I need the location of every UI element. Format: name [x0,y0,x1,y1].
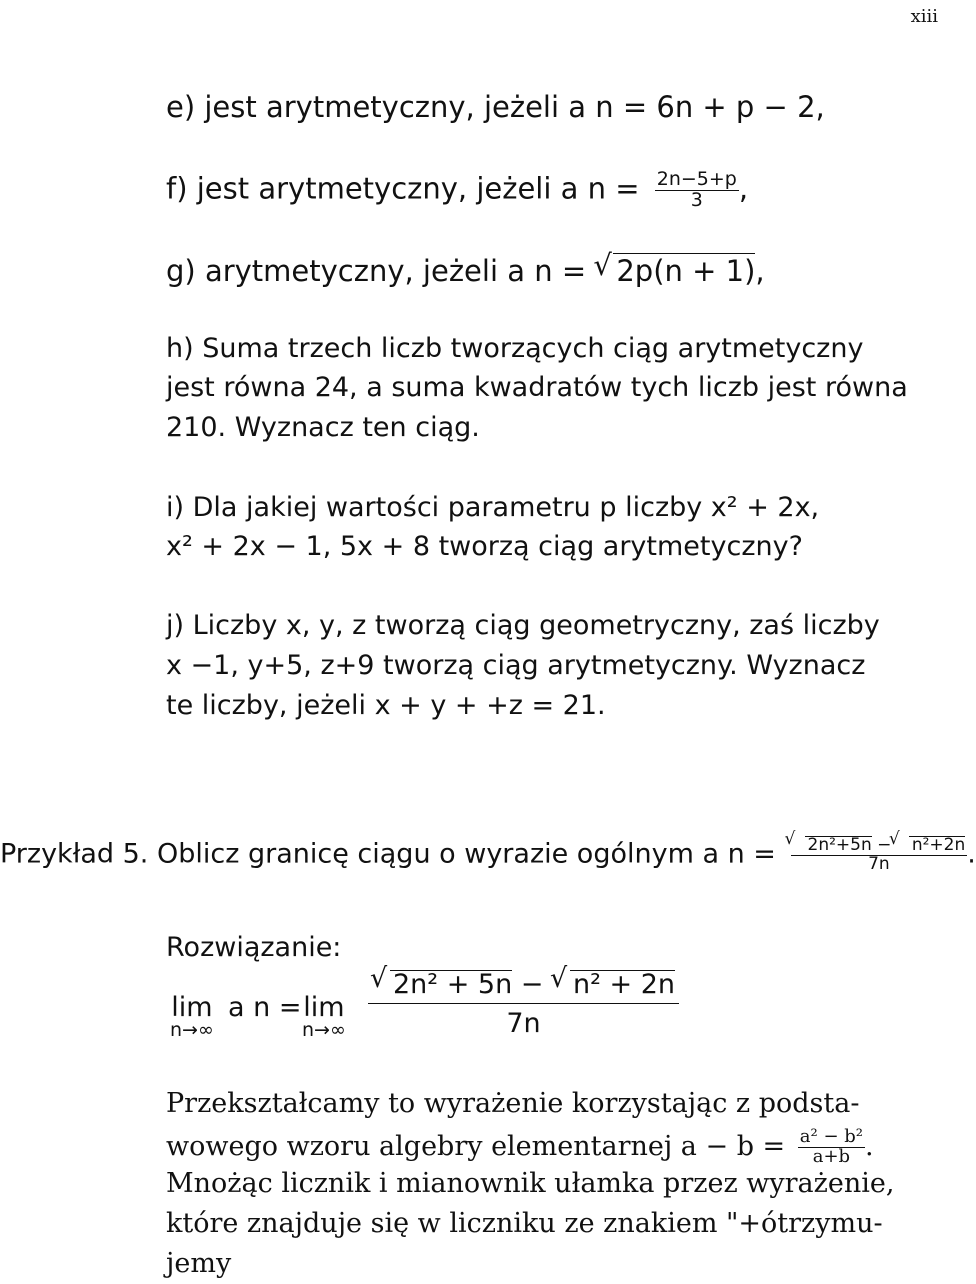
limit-left-sub: n→∞ [170,1019,214,1041]
limit-right-word: lim [303,992,345,1023]
item-e: e) jest arytmetyczny, jeżeli a n = 6n + p − 2, [166,90,825,124]
example-5-suffix: . [967,838,976,870]
item-j-line-1: j) Liczby x, y, z tworzą ciąg geometryczny, zaś liczby [166,610,880,641]
paragraph-denominator: a+b [812,1145,851,1167]
paragraph-line-1: Przekształcamy to wyrażenie korzystając z podsta- [166,1088,860,1119]
item-f-denominator: 3 [690,188,703,211]
paragraph-line-2-suffix: . [865,1130,874,1162]
item-g [166,253,765,288]
item-h-line-2: jest równa 24, a suma kwadratów tych liczb jest równa [166,372,908,403]
item-g-suffix: , [755,254,765,288]
example-5-sqrt-a: √ 2n²+5n [805,836,872,855]
limit-left [170,992,214,1041]
item-j-line-2: x −1, y+5, z+9 tworzą ciąg arytmetyczny. Wyznacz [166,650,866,681]
item-f-text: f) jest arytmetyczny, jeżeli a n = [166,171,640,206]
solution-fraction-inner [368,968,679,1039]
paragraph-fraction [798,1128,865,1167]
example-5-text: Przykład 5. Oblicz granicę ciągu o wyrazie ogólnym a n = [0,838,776,870]
item-f-numerator: 2n−5+p [656,168,737,190]
paragraph-line-2 [166,1128,874,1167]
limit-right [302,992,346,1041]
item-f-suffix: , [738,171,749,206]
solution-label: Rozwiązanie: [166,932,342,963]
example-5 [0,836,976,874]
paragraph-numerator: a² − b² [799,1126,863,1147]
limit-left-word: lim [171,992,213,1023]
solution-an: a n = [228,992,302,1023]
solution-fraction [368,968,679,1039]
example-5-sqrt-b: √ n²+2n [909,836,965,855]
solution-numerator: √ 2n² + 5n − √ n² + 2n [368,968,679,1004]
item-f [166,170,748,211]
page-number: xiii [910,6,938,27]
paragraph-line-4: które znajduje się w liczniku ze znakiem "+ótrzymu- [166,1208,883,1239]
solution-denominator: 7n [506,1008,541,1040]
example-5-numerator: √ 2n²+5n − √ n²+2n [791,836,968,856]
item-f-fraction [655,170,739,211]
item-h-line-1: h) Suma trzech liczb tworzących ciąg arytmetyczny [166,333,864,364]
item-i-line-2: x² + 2x − 1, 5x + 8 tworzą ciąg arytmetyczny? [166,531,803,562]
paragraph-line-3: Mnożąc licznik i mianownik ułamka przez wyrażenie, [166,1168,895,1199]
paragraph-line-5: jemy [166,1248,232,1279]
item-j-line-3: te liczby, jeżeli x + y + +z = 21. [166,690,606,721]
solution-sqrt-b: √ n² + 2n [570,970,675,999]
paragraph-line-2-text: wowego wzoru algebry elementarnej a − b = [166,1130,786,1162]
limit-right-sub: n→∞ [302,1019,346,1041]
item-i-line-1: i) Dla jakiej wartości parametru p liczby x² + 2x, [166,492,820,523]
example-5-denominator: 7n [868,853,890,874]
solution-sqrt-a: √ 2n² + 5n [390,970,512,999]
example-5-fraction [791,836,968,874]
item-g-text: g) arytmetyczny, jeżeli a n = [166,254,587,288]
item-h-line-3: 210. Wyznacz ten ciąg. [166,412,480,443]
item-g-sqrt: √ 2p(n + 1) [613,253,755,288]
